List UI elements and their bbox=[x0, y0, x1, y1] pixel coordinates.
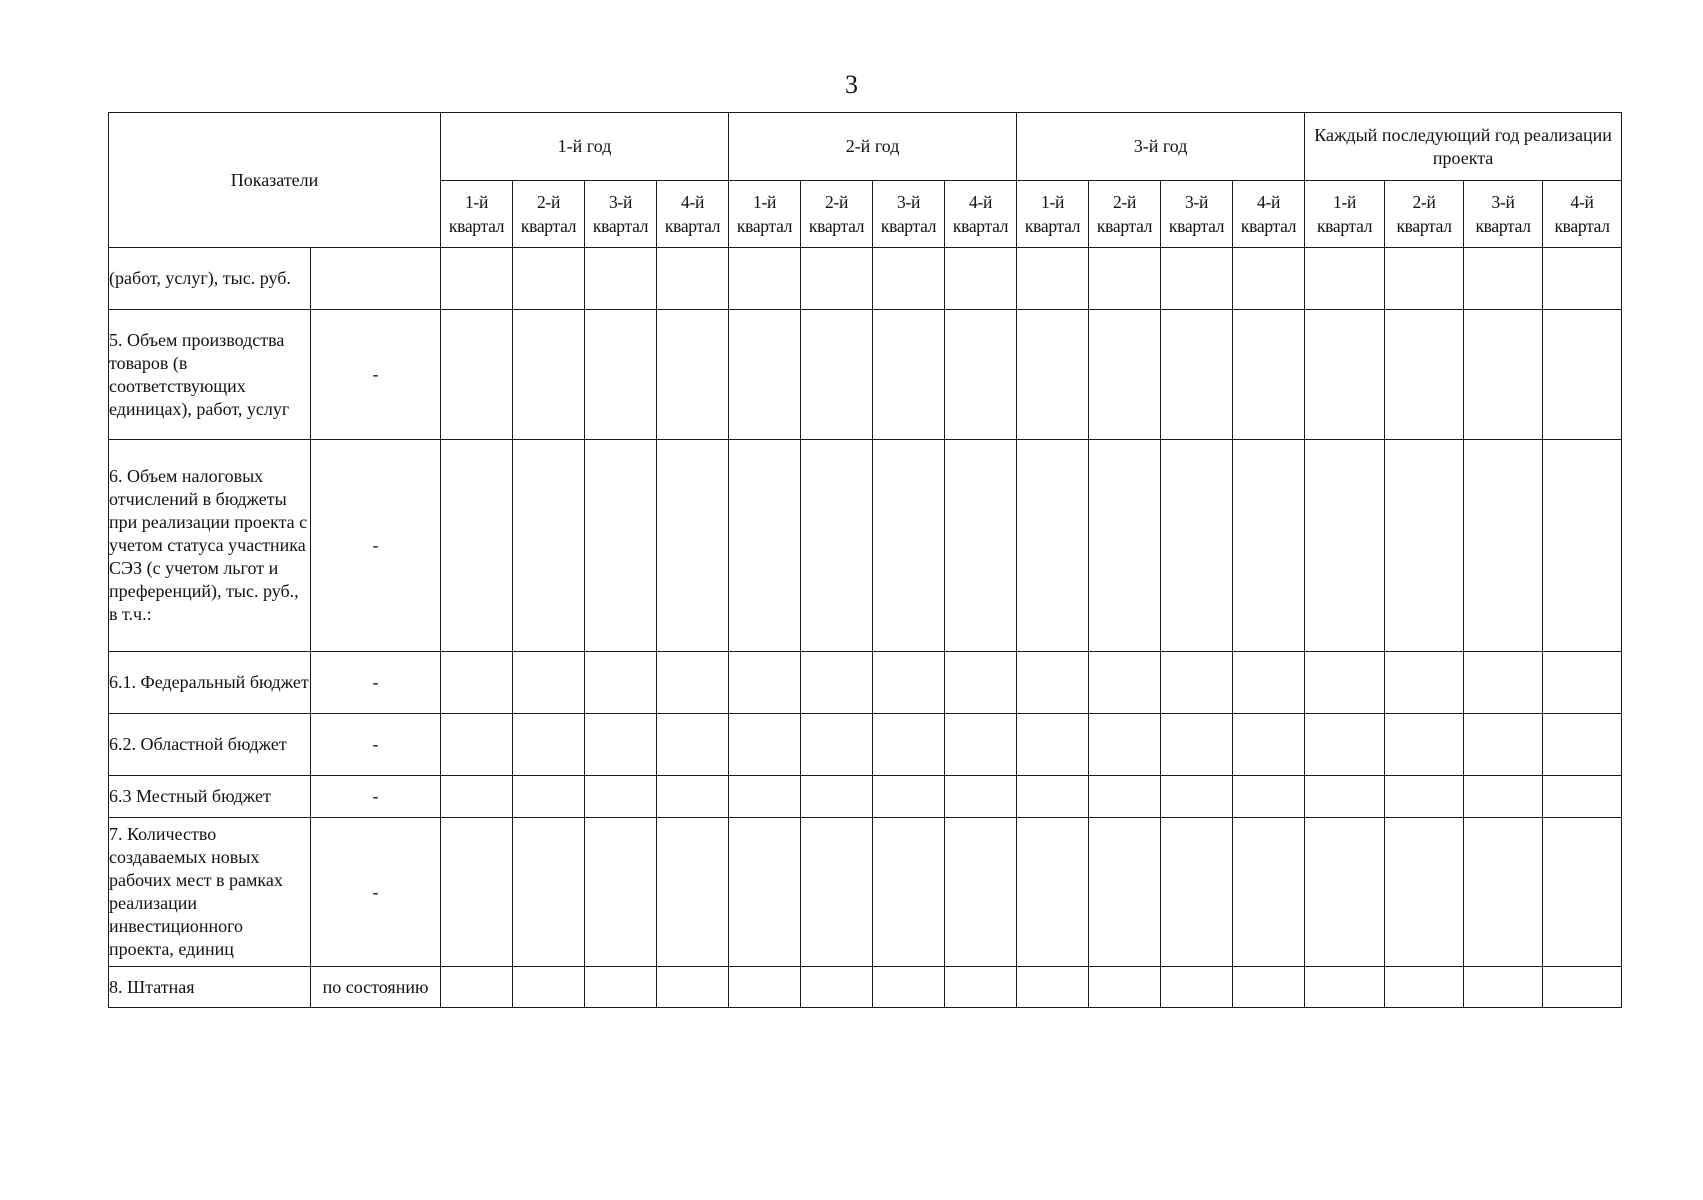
value-cell bbox=[801, 248, 873, 310]
value-cell bbox=[441, 818, 513, 967]
value-cell bbox=[873, 310, 945, 440]
quarter-word: квартал bbox=[880, 216, 937, 236]
table-row bbox=[109, 652, 1622, 714]
value-cell bbox=[441, 714, 513, 776]
quarter-word: квартал bbox=[1554, 216, 1610, 236]
value-cell bbox=[873, 248, 945, 310]
value-cell bbox=[945, 776, 1017, 818]
value-cell bbox=[657, 310, 729, 440]
value-cell bbox=[1305, 776, 1385, 818]
value-cell bbox=[1385, 714, 1464, 776]
value-cell bbox=[441, 652, 513, 714]
value-cell bbox=[1233, 818, 1305, 967]
year-2-header: 2-й год bbox=[729, 113, 1017, 181]
value-cell bbox=[945, 310, 1017, 440]
quarter-number: 1-й bbox=[1333, 192, 1357, 212]
value-cell bbox=[1464, 440, 1543, 652]
value-cell bbox=[1233, 652, 1305, 714]
value-cell bbox=[1543, 818, 1622, 967]
value-cell bbox=[1464, 776, 1543, 818]
value-cell bbox=[729, 967, 801, 1008]
row-unit: - bbox=[311, 310, 441, 440]
value-cell bbox=[657, 967, 729, 1008]
value-cell bbox=[1089, 248, 1161, 310]
row-unit bbox=[311, 248, 441, 310]
quarter-word: квартал bbox=[1316, 216, 1373, 236]
quarter-number: 4-й bbox=[969, 192, 993, 212]
table-row bbox=[109, 248, 1622, 310]
value-cell bbox=[513, 248, 585, 310]
value-cell bbox=[1161, 652, 1233, 714]
value-cell bbox=[945, 652, 1017, 714]
quarter-header bbox=[513, 181, 585, 248]
value-cell bbox=[873, 440, 945, 652]
quarter-word: квартал bbox=[664, 216, 721, 236]
quarter-header bbox=[1161, 181, 1233, 248]
value-cell bbox=[1161, 714, 1233, 776]
value-cell bbox=[1305, 310, 1385, 440]
quarter-number: 1-й bbox=[464, 192, 489, 212]
value-cell bbox=[585, 310, 657, 440]
value-cell bbox=[585, 818, 657, 967]
quarter-word: квартал bbox=[736, 216, 793, 236]
value-cell bbox=[513, 967, 585, 1008]
page-number: 3 bbox=[845, 70, 858, 99]
value-cell bbox=[1089, 714, 1161, 776]
value-cell bbox=[441, 967, 513, 1008]
value-cell bbox=[1385, 440, 1464, 652]
value-cell bbox=[1017, 714, 1089, 776]
quarter-number: 4-й bbox=[1257, 192, 1281, 212]
row-unit: по состоянию bbox=[311, 967, 441, 1008]
value-cell bbox=[441, 440, 513, 652]
value-cell bbox=[1233, 248, 1305, 310]
quarter-header bbox=[945, 181, 1017, 248]
quarter-number: 2-й bbox=[825, 192, 849, 212]
value-cell bbox=[1543, 248, 1622, 310]
row-unit: - bbox=[311, 440, 441, 652]
value-cell bbox=[585, 714, 657, 776]
value-cell bbox=[1543, 776, 1622, 818]
quarter-header bbox=[729, 181, 801, 248]
value-cell bbox=[729, 776, 801, 818]
value-cell bbox=[945, 714, 1017, 776]
value-cell bbox=[441, 776, 513, 818]
year-1-header: 1-й год bbox=[441, 113, 729, 181]
value-cell bbox=[801, 776, 873, 818]
value-cell bbox=[801, 714, 873, 776]
row-unit: - bbox=[311, 818, 441, 967]
value-cell bbox=[1543, 967, 1622, 1008]
value-cell bbox=[1385, 967, 1464, 1008]
quarter-word: квартал bbox=[952, 216, 1009, 236]
value-cell bbox=[1089, 776, 1161, 818]
indicators-header: Показатели bbox=[109, 113, 441, 248]
value-cell bbox=[1464, 818, 1543, 967]
value-cell bbox=[873, 967, 945, 1008]
quarter-number: 3-й bbox=[897, 192, 921, 212]
value-cell bbox=[513, 652, 585, 714]
quarter-number: 2-й bbox=[536, 192, 561, 212]
table-row bbox=[109, 310, 1622, 440]
quarter-number: 2-й bbox=[1113, 192, 1137, 212]
value-cell bbox=[873, 714, 945, 776]
value-cell bbox=[801, 967, 873, 1008]
value-cell bbox=[1233, 967, 1305, 1008]
value-cell bbox=[1385, 248, 1464, 310]
quarter-word: квартал bbox=[448, 216, 505, 236]
value-cell bbox=[873, 776, 945, 818]
value-cell bbox=[1161, 967, 1233, 1008]
value-cell bbox=[1385, 818, 1464, 967]
value-cell bbox=[1161, 776, 1233, 818]
value-cell bbox=[1464, 967, 1543, 1008]
quarter-number: 3-й bbox=[1491, 192, 1515, 212]
value-cell bbox=[513, 818, 585, 967]
value-cell bbox=[873, 818, 945, 967]
value-cell bbox=[1233, 776, 1305, 818]
quarter-header bbox=[1233, 181, 1305, 248]
table-row bbox=[109, 967, 1622, 1008]
quarter-word: квартал bbox=[1475, 216, 1531, 236]
value-cell bbox=[1464, 248, 1543, 310]
quarter-header bbox=[1543, 181, 1622, 248]
indicators-table bbox=[108, 112, 1622, 1008]
value-cell bbox=[1385, 776, 1464, 818]
quarter-word: квартал bbox=[592, 216, 649, 236]
quarter-word: квартал bbox=[1396, 216, 1452, 236]
value-cell bbox=[1089, 440, 1161, 652]
value-cell bbox=[1385, 310, 1464, 440]
value-cell bbox=[729, 818, 801, 967]
year-3-header: 3-й год bbox=[1017, 113, 1305, 181]
row-unit: - bbox=[311, 776, 441, 818]
value-cell bbox=[801, 440, 873, 652]
value-cell bbox=[945, 440, 1017, 652]
table-row bbox=[109, 776, 1622, 818]
value-cell bbox=[1161, 440, 1233, 652]
value-cell bbox=[1089, 310, 1161, 440]
value-cell bbox=[1305, 652, 1385, 714]
value-cell bbox=[1305, 967, 1385, 1008]
quarter-header bbox=[1017, 181, 1089, 248]
quarter-number: 4-й bbox=[681, 192, 705, 212]
value-cell bbox=[657, 714, 729, 776]
value-cell bbox=[1017, 652, 1089, 714]
quarter-header bbox=[441, 181, 513, 248]
value-cell bbox=[1017, 310, 1089, 440]
row-label: (работ, услуг), тыс. руб. bbox=[109, 248, 311, 310]
value-cell bbox=[585, 248, 657, 310]
row-label: 5. Объем производства товаров (в соответствующих единицах), работ, услуг bbox=[109, 310, 311, 440]
value-cell bbox=[657, 248, 729, 310]
value-cell bbox=[1161, 310, 1233, 440]
value-cell bbox=[1017, 776, 1089, 818]
table-row bbox=[109, 818, 1622, 967]
value-cell bbox=[945, 818, 1017, 967]
row-label: 6.3 Местный бюджет bbox=[109, 776, 311, 818]
quarter-header bbox=[801, 181, 873, 248]
value-cell bbox=[1233, 714, 1305, 776]
value-cell bbox=[729, 652, 801, 714]
table-row bbox=[109, 714, 1622, 776]
row-label: 8. Штатная bbox=[109, 967, 311, 1008]
quarter-number: 3-й bbox=[1185, 192, 1209, 212]
quarter-number: 4-й bbox=[1570, 192, 1594, 212]
value-cell bbox=[945, 248, 1017, 310]
value-cell bbox=[1305, 714, 1385, 776]
value-cell bbox=[801, 310, 873, 440]
value-cell bbox=[1543, 652, 1622, 714]
value-cell bbox=[729, 248, 801, 310]
value-cell bbox=[657, 776, 729, 818]
value-cell bbox=[1233, 440, 1305, 652]
table-body bbox=[109, 248, 1622, 1008]
value-cell bbox=[1305, 440, 1385, 652]
value-cell bbox=[513, 776, 585, 818]
value-cell bbox=[1089, 967, 1161, 1008]
value-cell bbox=[1089, 818, 1161, 967]
value-cell bbox=[441, 310, 513, 440]
value-cell bbox=[873, 652, 945, 714]
quarter-number: 1-й bbox=[1041, 192, 1065, 212]
quarter-header bbox=[873, 181, 945, 248]
subsequent-year-header: Каждый последующий год реализации проекта bbox=[1305, 113, 1622, 181]
value-cell bbox=[1464, 310, 1543, 440]
quarter-header bbox=[1305, 181, 1385, 248]
quarter-header bbox=[585, 181, 657, 248]
value-cell bbox=[729, 714, 801, 776]
value-cell bbox=[729, 440, 801, 652]
value-cell bbox=[1543, 714, 1622, 776]
table-row bbox=[109, 440, 1622, 652]
value-cell bbox=[1161, 818, 1233, 967]
quarter-number: 2-й bbox=[1412, 192, 1436, 212]
year-header-row bbox=[109, 113, 1622, 181]
quarter-word: квартал bbox=[1024, 216, 1081, 236]
row-label: 6. Объем налоговых отчислений в бюджеты при реализации проекта с учетом статуса участника СЭЗ (с учетом льгот и преференций), тыс. руб., в т.ч.: bbox=[109, 440, 311, 652]
value-cell bbox=[801, 818, 873, 967]
value-cell bbox=[1305, 248, 1385, 310]
quarter-word: квартал bbox=[520, 216, 577, 236]
value-cell bbox=[513, 714, 585, 776]
quarter-header bbox=[1089, 181, 1161, 248]
value-cell bbox=[801, 652, 873, 714]
value-cell bbox=[1543, 310, 1622, 440]
value-cell bbox=[513, 440, 585, 652]
quarter-number: 1-й bbox=[753, 192, 777, 212]
value-cell bbox=[585, 967, 657, 1008]
value-cell bbox=[1017, 818, 1089, 967]
quarter-header bbox=[1464, 181, 1543, 248]
value-cell bbox=[1161, 248, 1233, 310]
row-label: 7. Количество создаваемых новых рабочих мест в рамках реализации инвестиционного проекта, единиц bbox=[109, 818, 311, 967]
row-label: 6.1. Федеральный бюджет bbox=[109, 652, 311, 714]
quarter-word: квартал bbox=[1240, 216, 1297, 236]
value-cell bbox=[1385, 652, 1464, 714]
value-cell bbox=[585, 652, 657, 714]
value-cell bbox=[1089, 652, 1161, 714]
value-cell bbox=[585, 440, 657, 652]
value-cell bbox=[945, 967, 1017, 1008]
value-cell bbox=[1017, 967, 1089, 1008]
value-cell bbox=[1464, 714, 1543, 776]
quarter-header bbox=[1385, 181, 1464, 248]
value-cell bbox=[585, 776, 657, 818]
quarter-word: квартал bbox=[1096, 216, 1153, 236]
value-cell bbox=[1305, 818, 1385, 967]
value-cell bbox=[1543, 440, 1622, 652]
value-cell bbox=[1233, 310, 1305, 440]
row-label: 6.2. Областной бюджет bbox=[109, 714, 311, 776]
value-cell bbox=[1464, 652, 1543, 714]
value-cell bbox=[657, 440, 729, 652]
quarter-word: квартал bbox=[808, 216, 865, 236]
quarter-word: квартал bbox=[1168, 216, 1225, 236]
value-cell bbox=[513, 310, 585, 440]
value-cell bbox=[657, 818, 729, 967]
quarter-header bbox=[657, 181, 729, 248]
value-cell bbox=[1017, 440, 1089, 652]
quarter-number: 3-й bbox=[608, 192, 633, 212]
value-cell bbox=[657, 652, 729, 714]
value-cell bbox=[441, 248, 513, 310]
row-unit: - bbox=[311, 652, 441, 714]
value-cell bbox=[1017, 248, 1089, 310]
value-cell bbox=[729, 310, 801, 440]
row-unit: - bbox=[311, 714, 441, 776]
